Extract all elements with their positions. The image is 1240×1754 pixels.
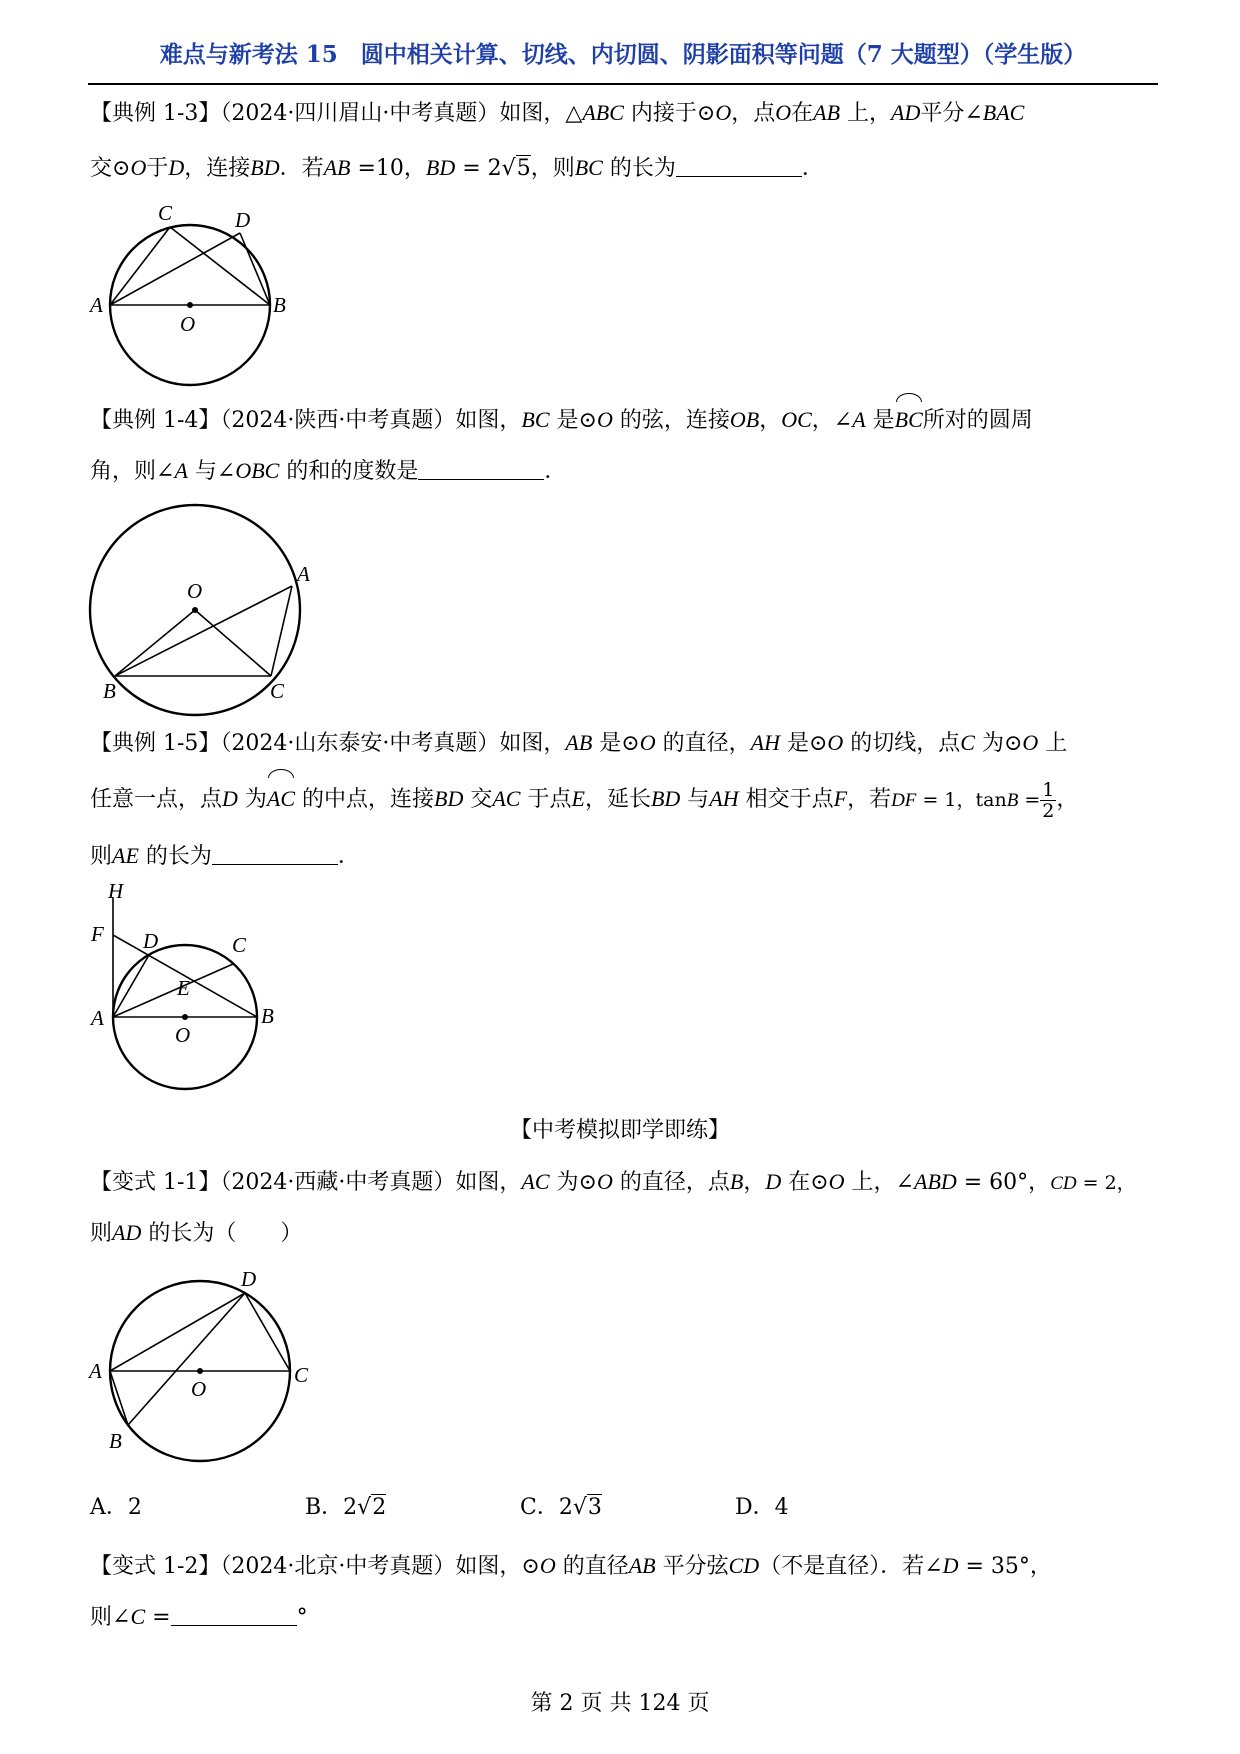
problem-1-5: [90, 715, 1160, 884]
problem-1-5-line-3: [90, 828, 1160, 884]
text-run: ，点: [731, 101, 776, 126]
math-term: O: [715, 100, 732, 125]
math-term: OB: [729, 407, 760, 432]
math-term: AB: [323, 155, 351, 180]
label-b: B: [261, 1004, 274, 1028]
text-run: 相交于点: [738, 787, 834, 812]
text-run: ．: [337, 844, 360, 869]
math-term: O: [539, 1553, 556, 1578]
choice-label: C．: [520, 1495, 559, 1520]
text-run: 则: [90, 1221, 113, 1246]
text-run: ，若: [847, 787, 892, 812]
text-run: 如图，⊙: [455, 1554, 540, 1579]
problem-1-4-line-1: [90, 395, 1160, 446]
label-e: E: [177, 976, 190, 1000]
text-run: 在⊙: [781, 1170, 829, 1195]
math-term: BD: [650, 786, 681, 811]
text-run: 平分弦: [655, 1554, 729, 1579]
text-run: 上，: [840, 101, 892, 126]
math-term: O: [775, 100, 792, 125]
math-term: BD: [425, 155, 456, 180]
label-c: C: [294, 1363, 309, 1387]
text-run: 则: [90, 844, 113, 869]
math-term: D: [765, 1169, 782, 1194]
math-term: O: [827, 730, 844, 755]
text-run: 所对的圆周: [922, 408, 1033, 433]
variant-1-2: [90, 1541, 1160, 1643]
choice-c[interactable]: C．2√3: [520, 1495, 602, 1520]
text-run: 的和的度数是: [279, 459, 419, 484]
text-run: 为: [237, 787, 267, 812]
text-run: 如图，: [455, 1170, 522, 1195]
problem-source: （2024·西藏·中考真题）: [220, 1170, 456, 1195]
label-b: B: [109, 1429, 122, 1453]
text-run: 的长为: [138, 844, 212, 869]
segment-oc: [195, 610, 271, 676]
answer-blank[interactable]: [418, 455, 544, 480]
text-run: 如图，: [499, 731, 566, 756]
text-run: °: [296, 1605, 308, 1630]
text-run: 为⊙: [974, 731, 1023, 756]
text-run: 上: [1038, 731, 1068, 756]
label-a: A: [91, 1006, 104, 1030]
problem-source: （2024·山东泰安·中考真题）: [220, 731, 500, 756]
text-run: 上，∠: [844, 1170, 914, 1195]
problem-1-3-line-1: [90, 86, 1160, 141]
label-a: A: [89, 1359, 102, 1383]
math-term: O: [596, 407, 613, 432]
problem-1-5-line-2: [90, 771, 1160, 828]
center-point: [182, 1014, 188, 1020]
header-divider: [88, 83, 1158, 85]
segment-bd: [128, 1293, 245, 1425]
math-term: BD: [250, 155, 280, 180]
text-run: ．: [544, 459, 567, 484]
problem-1-5-line-1: [90, 715, 1160, 771]
fraction-one-half: [1040, 780, 1056, 821]
math-term: AB: [813, 100, 841, 125]
problem-tag: 【典例 1-3】: [90, 101, 221, 126]
label-a: A: [297, 562, 310, 586]
label-c: C: [270, 679, 285, 703]
math-term: AD: [112, 1220, 142, 1245]
segment-ac: [113, 964, 233, 1017]
label-o: O: [175, 1023, 191, 1047]
math-term: C: [130, 1604, 146, 1629]
text-run: 交: [463, 787, 493, 812]
sqrt-radicand: 5: [516, 156, 531, 181]
sqrt-radicand: 3: [587, 1495, 602, 1520]
problem-tag: 【典例 1-4】: [90, 408, 221, 433]
text-run: =: [145, 1605, 171, 1630]
arc-ac: AC: [267, 771, 295, 826]
math-term: OC: [781, 407, 812, 432]
figure-1-5: [85, 879, 295, 1105]
text-run: 为⊙: [549, 1170, 597, 1195]
text-run: 的弦，连接: [612, 408, 730, 433]
answer-blank[interactable]: [212, 840, 338, 865]
choice-label: A．: [90, 1495, 128, 1520]
problem-tag: 【变式 1-2】: [90, 1554, 221, 1579]
text-run: 角，则∠: [90, 459, 175, 484]
arc-bc: BC: [895, 395, 923, 445]
problem-source: （2024·陕西·中考真题）: [220, 408, 456, 433]
text-run: 与: [680, 787, 710, 812]
label-b: B: [273, 293, 286, 317]
problem-tag: 【典例 1-5】: [90, 731, 221, 756]
text-run: ，则: [530, 156, 575, 181]
math-term: C: [960, 730, 975, 755]
problem-tag: 【变式 1-1】: [90, 1170, 221, 1195]
text-run: 则∠: [90, 1605, 131, 1630]
math-term: O: [828, 1169, 845, 1194]
text-run: 于: [146, 156, 169, 181]
text-run: 任意一点，点: [90, 787, 223, 812]
figure-1-4: [85, 500, 325, 720]
choice-value: 2: [558, 1495, 573, 1520]
text-run: ，延长: [584, 787, 651, 812]
problem-source: （2024·四川眉山·中考真题）: [220, 101, 500, 126]
figure-1-3: [90, 201, 290, 395]
math-term: BC: [574, 155, 603, 180]
segment-ad: [110, 233, 240, 305]
answer-blank[interactable]: [676, 152, 802, 177]
problem-1-3: [90, 86, 1160, 196]
fraction-numerator: 1: [1042, 778, 1055, 801]
text-run: = 1，tan: [916, 789, 1007, 811]
math-term: ABD: [914, 1169, 957, 1194]
label-d: D: [241, 1267, 257, 1291]
text-run: 是⊙: [592, 731, 640, 756]
text-run: = 2，: [1076, 1172, 1136, 1194]
math-term: D: [168, 155, 185, 180]
segment-ob: [115, 610, 195, 676]
math-term: AC: [492, 786, 521, 811]
text-run: 的直径: [555, 1554, 629, 1579]
math-term: AC: [521, 1169, 550, 1194]
answer-blank[interactable]: [171, 1601, 297, 1626]
text-run: = 2: [455, 156, 502, 181]
variant-1-1: [90, 1157, 1160, 1258]
math-term: CD: [1050, 1173, 1077, 1194]
math-term: CD: [728, 1553, 760, 1578]
label-b: B: [103, 679, 116, 703]
section-title: 【中考模拟即学即练】: [509, 1118, 730, 1143]
text-run: 的长为（ ）: [141, 1221, 303, 1246]
math-term: D: [222, 786, 238, 811]
text-run: ，连接: [184, 156, 251, 181]
math-term: BAC: [982, 100, 1025, 125]
text-run: = 60°，: [956, 1170, 1051, 1195]
segment-ac: [271, 586, 292, 676]
text-run: ．: [801, 156, 824, 181]
math-term: O: [130, 155, 147, 180]
variant-1-2-line-1: [90, 1541, 1160, 1592]
text-run: ，: [759, 408, 782, 433]
math-term: AH: [709, 786, 739, 811]
math-term: B: [1006, 790, 1019, 811]
fraction-denominator: 2: [1042, 799, 1055, 822]
math-term: A: [174, 458, 188, 483]
variant-1-1-line-1: [90, 1157, 1160, 1208]
text-run: 在: [791, 101, 814, 126]
math-term: DF: [891, 790, 917, 811]
label-o: O: [191, 1377, 207, 1401]
text-run: 是⊙: [549, 408, 597, 433]
math-term: F: [833, 786, 848, 811]
text-run: ，∠: [811, 408, 853, 433]
label-h: H: [108, 879, 124, 903]
text-run: 的直径，点: [612, 1170, 730, 1195]
segment-ab: [110, 1371, 128, 1425]
text-run: 如图，: [455, 408, 522, 433]
math-term: E: [571, 786, 585, 811]
label-c: C: [232, 933, 247, 957]
label-a: A: [90, 293, 103, 317]
math-term: ABC: [582, 100, 624, 125]
text-run: ，: [1056, 787, 1079, 812]
choice-a[interactable]: [90, 1490, 142, 1521]
math-term: O: [596, 1169, 613, 1194]
math-term: AB: [628, 1553, 656, 1578]
problem-1-3-line-2: 交⊙O于D，连接BD．若AB =10，BD = 2√5，则BC 的长为 ．: [90, 141, 1160, 196]
segment-ad: [110, 1293, 245, 1371]
choice-label: B．: [305, 1495, 344, 1520]
math-term: A: [852, 407, 866, 432]
sqrt-radicand: 2: [372, 1495, 387, 1520]
math-term: O: [639, 730, 656, 755]
text-run: 于点: [520, 787, 572, 812]
text-run: =10，: [350, 156, 426, 181]
label-o: O: [180, 312, 196, 336]
math-term: AB: [565, 730, 593, 755]
math-term: BD: [434, 786, 464, 811]
text-run: 是: [865, 408, 895, 433]
page-footer: 第 2 页 共 124 页: [530, 1691, 710, 1716]
math-term: O: [1022, 730, 1039, 755]
segment-cd: [245, 1293, 290, 1371]
label-o: O: [187, 579, 203, 603]
text-run: 内接于⊙: [623, 101, 716, 126]
figure-variant-1-1: [85, 1268, 325, 1468]
math-term: OBC: [235, 458, 280, 483]
text-run: 是⊙: [779, 731, 828, 756]
math-term: AH: [750, 730, 780, 755]
choice-value: 2: [343, 1495, 358, 1520]
math-term: AD: [891, 100, 921, 125]
text-run: 如图，△: [499, 101, 583, 126]
problem-1-4-line-2: [90, 446, 1160, 497]
page-header-title: 难点与新考法 15 圆中相关计算、切线、内切圆、阴影面积等问题（7 大题型）（学生版）: [159, 41, 1087, 68]
choice-value: 4: [774, 1495, 789, 1520]
label-d: D: [143, 929, 159, 953]
text-run: 的直径，: [655, 731, 751, 756]
choice-b[interactable]: B．2√2: [305, 1495, 387, 1520]
choice-d[interactable]: [735, 1490, 789, 1521]
text-run: 的切线，点: [843, 731, 961, 756]
text-run: ，: [743, 1170, 766, 1195]
problem-source: （2024·北京·中考真题）: [220, 1554, 456, 1579]
segment-bc: [170, 227, 270, 305]
text-run: 的中点，连接: [295, 787, 435, 812]
text-run: 与∠: [187, 459, 236, 484]
text-run: ．若: [279, 156, 324, 181]
text-run: （不是直径）．若∠: [759, 1554, 943, 1579]
math-term: D: [942, 1553, 959, 1578]
text-run: 平分∠: [920, 101, 983, 126]
problem-1-4: [90, 395, 1160, 497]
center-point: [192, 607, 198, 613]
center-point: [187, 302, 193, 308]
text-run: 交⊙: [90, 156, 131, 181]
label-c: C: [158, 201, 173, 225]
center-point: [197, 1368, 203, 1374]
math-term: BC: [521, 407, 550, 432]
variant-1-1-line-2: [90, 1208, 1160, 1258]
segment-ab: [115, 586, 292, 676]
choice-label: D．: [735, 1495, 775, 1520]
variant-1-2-line-2: [90, 1592, 1160, 1643]
text-run: =: [1018, 789, 1041, 811]
choice-value: 2: [127, 1495, 142, 1520]
label-d: D: [235, 208, 251, 232]
math-term: B: [729, 1169, 744, 1194]
label-f: F: [91, 922, 104, 946]
math-term: AE: [112, 843, 139, 868]
text-run: = 35°，: [958, 1554, 1052, 1579]
segment-ad: [113, 955, 149, 1017]
text-run: 的长为: [602, 156, 676, 181]
